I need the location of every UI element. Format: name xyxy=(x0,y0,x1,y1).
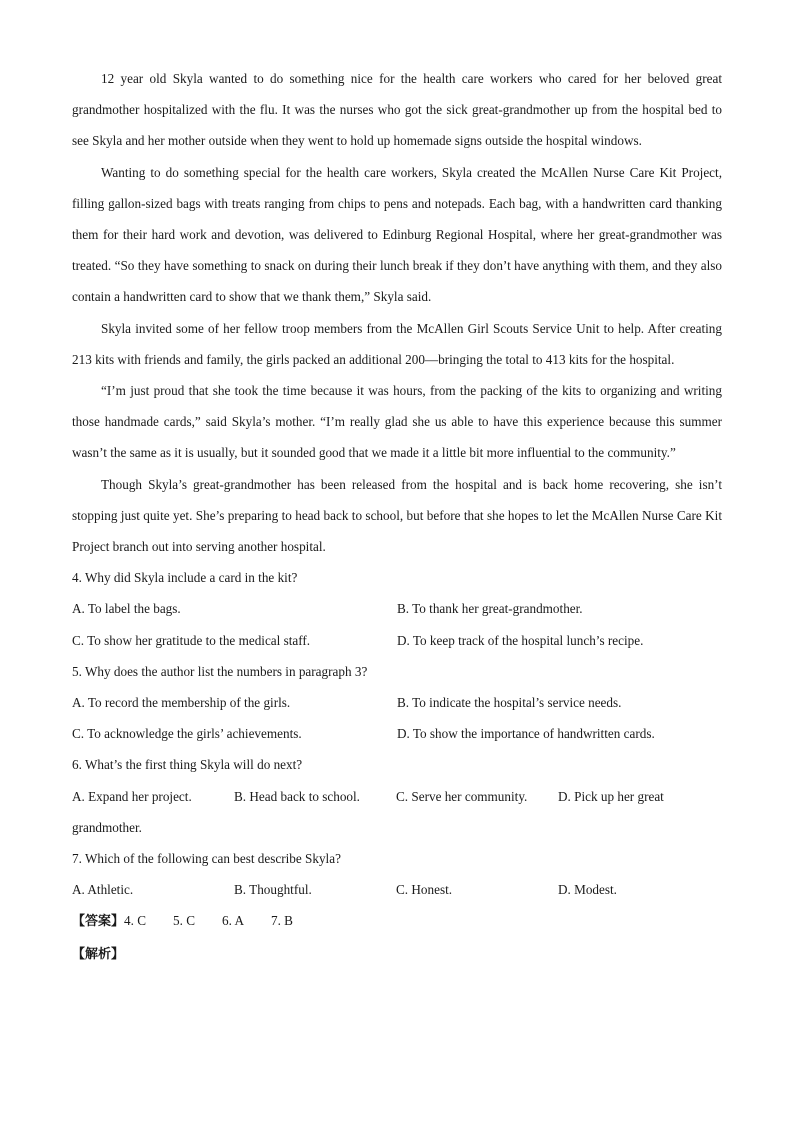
question-6-option-a: A. Expand her project. xyxy=(72,788,192,804)
question-7-options-row xyxy=(72,874,722,905)
analysis-label: 【解析】 xyxy=(72,946,125,962)
question-4-option-b: B. To thank her great-grandmother. xyxy=(397,601,583,617)
passage-paragraph-2: Wanting to do something special for the health care workers, Skyla created the McAllen Nurse Care Kit Project, filling gallon-sized bags with treats ranging from chips to pens and notepads. Each bag, with a handwritten card thanking them for their hard work and devotion, was delivered to Edinburg Regional Hospital, where her great-grandmother was treated. “So they have something to snack on during their lunch break if they don’t have anything with them, and they also contain a handwritten card to show that we thank them,” Skyla said. xyxy=(72,164,722,305)
question-7-option-d: D. Modest. xyxy=(558,882,617,898)
answer-key-label: 【答案】 xyxy=(72,914,125,930)
question-5-options-row-2 xyxy=(72,718,722,749)
question-5-stem: 5. Why does the author list the numbers in paragraph 3? xyxy=(72,663,368,679)
answer-item: 5. C xyxy=(173,913,195,929)
question-6-stem: 6. What’s the first thing Skyla will do next? xyxy=(72,757,303,773)
question-7-option-a: A. Athletic. xyxy=(72,882,134,898)
passage-paragraph-3: Skyla invited some of her fellow troop members from the McAllen Girl Scouts Service Unit to help. After creating 213 kits with friends and family, the girls packed an additional 200—bringing the total to 413 kits for the hospital. xyxy=(72,320,722,367)
question-4-option-c: C. To show her gratitude to the medical staff. xyxy=(72,632,311,648)
question-6-option-b: B. Head back to school. xyxy=(234,788,360,804)
question-5-option-d: D. To show the importance of handwritten cards. xyxy=(397,726,655,742)
analysis-heading xyxy=(72,938,722,970)
passage-paragraph-1: 12 year old Skyla wanted to do something nice for the health care workers who cared for her beloved great grandmother hospitalized with the flu. It was the nurses who got the sick great-grandmother up from the hospital bed to see Skyla and her mother outside when they went to hold up homemade signs outside the hospital windows. xyxy=(72,71,722,149)
passage-paragraph-4: “I’m just proud that she took the time because it was hours, from the packing of the kits to organizing and writing those handmade cards,” said Skyla’s mother. “I’m really glad she us able to have this experience because this summer wasn’t the same as it is usually, but it sounded good that we made it a little bit more influential to the community.” xyxy=(72,383,722,461)
question-5-option-c: C. To acknowledge the girls’ achievements. xyxy=(72,726,302,742)
question-4-option-d: D. To keep track of the hospital lunch’s recipe. xyxy=(397,632,644,648)
question-4-options-row-1 xyxy=(72,593,722,624)
question-7-option-b: B. Thoughtful. xyxy=(234,882,312,898)
question-6-option-c: C. Serve her community. xyxy=(396,788,528,804)
question-4-stem: 4. Why did Skyla include a card in the kit? xyxy=(72,570,298,586)
question-6-options-row xyxy=(72,781,722,812)
question-7-stem: 7. Which of the following can best describe Skyla? xyxy=(72,851,341,867)
question-7-option-c: C. Honest. xyxy=(396,882,453,898)
question-5-options-row-1 xyxy=(72,687,722,718)
question-5-option-a: A. To record the membership of the girls. xyxy=(72,695,291,711)
question-6-option-d: D. Pick up her great xyxy=(558,788,664,804)
passage-paragraph-5: Though Skyla’s great-grandmother has been released from the hospital and is back home recovering, she isn’t stopping just quite yet. She’s preparing to head back to school, but before that she hopes to let the McAllen Nurse Care Kit Project branch out into serving another hospital. xyxy=(72,476,722,555)
answer-item: 4. C xyxy=(124,913,146,929)
answer-key xyxy=(72,905,722,937)
answer-item: 6. A xyxy=(221,913,244,929)
question-4-option-a: A. To label the bags. xyxy=(72,601,181,617)
question-6-option-d-continuation: grandmother. xyxy=(72,819,142,835)
document-page xyxy=(72,63,722,970)
question-4-options-row-2 xyxy=(72,625,722,656)
answer-item: 7. B xyxy=(270,913,293,929)
question-5-option-b: B. To indicate the hospital’s service needs. xyxy=(397,695,622,711)
